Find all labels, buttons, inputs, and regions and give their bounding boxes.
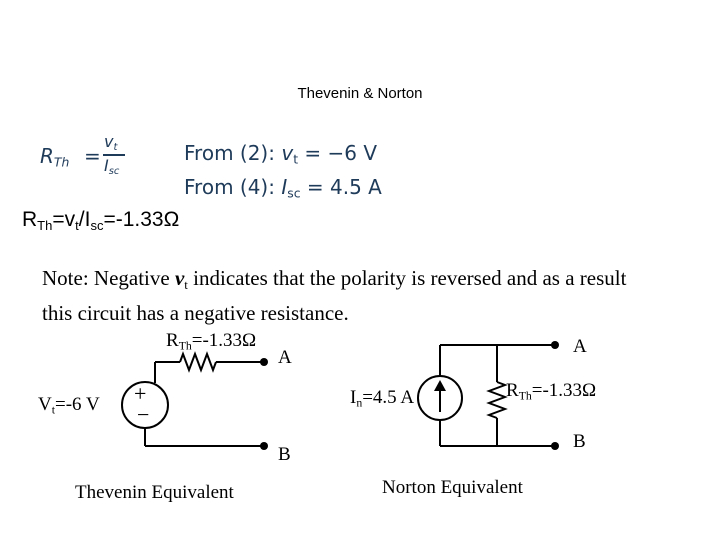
- minus-sign: −: [137, 402, 150, 427]
- plus-sign: +: [134, 381, 147, 406]
- thevenin-caption: Thevenin Equivalent: [75, 482, 234, 503]
- note-prefix: Note: Negative: [42, 266, 175, 290]
- norton-in-label: [350, 387, 414, 411]
- thevenin-rth-value: =-1.33Ω: [191, 330, 257, 351]
- thevenin-node-a: A: [278, 347, 292, 368]
- rth-def-num-sub: t: [113, 141, 118, 153]
- from2-var: v: [281, 141, 294, 165]
- norton-resistor: [489, 382, 505, 418]
- note-suffix: indicates that the polarity is reversed and as a result this circuit has a negative resistance.: [42, 266, 627, 325]
- rth-def-den-sub: sc: [108, 165, 120, 177]
- norton-in-value: =4.5 A: [362, 387, 415, 408]
- rth-result-slash: /I: [78, 208, 91, 231]
- from2-value: = −6 V: [298, 141, 378, 165]
- rth-def-lhs: R: [40, 144, 54, 168]
- rth-def-equals: =: [84, 144, 101, 168]
- rth-result-r-sub: Th: [37, 217, 53, 233]
- from4-value: = 4.5 A: [300, 175, 382, 199]
- rth-result-value: =-1.33Ω: [103, 208, 180, 231]
- rth-result-mid-sub: t: [75, 217, 79, 233]
- norton-node-b: B: [573, 431, 586, 452]
- thevenin-rth-sub: Th: [178, 339, 192, 353]
- norton-node-a: A: [573, 336, 587, 357]
- thevenin-node-b: B: [278, 444, 291, 465]
- thevenin-vt-v: V: [38, 394, 52, 415]
- page-title: Thevenin & Norton: [297, 85, 423, 102]
- thevenin-vt-value: =-6 V: [55, 394, 100, 415]
- norton-terminal-b: [551, 442, 559, 450]
- from2-sub: t: [293, 151, 299, 167]
- thevenin-rth-r: R: [166, 330, 179, 351]
- norton-caption: Norton Equivalent: [382, 477, 523, 498]
- rth-def-lhs-sub: Th: [53, 154, 70, 170]
- current-arrow-icon: [434, 380, 446, 391]
- thevenin-vt-sub: t: [51, 403, 56, 417]
- note-var-sub: t: [184, 276, 188, 292]
- from4-var: I: [281, 175, 288, 199]
- from4-sub: sc: [287, 185, 301, 201]
- thevenin-terminal-a: [260, 358, 268, 366]
- from2-prefix: From (2):: [184, 141, 282, 165]
- rth-result-i-sub: sc: [90, 217, 104, 233]
- rth-result-mid: =v: [52, 208, 76, 231]
- thevenin-resistor: [180, 354, 216, 370]
- rth-result-r: R: [22, 208, 38, 231]
- thevenin-rth-label: [166, 330, 256, 354]
- rth-def-num: v: [104, 132, 114, 151]
- note-var: v: [174, 266, 185, 290]
- from4-prefix: From (4):: [184, 175, 282, 199]
- norton-rth-r: R: [506, 380, 519, 401]
- rth-def-den: I: [104, 156, 109, 175]
- norton-in-sub: n: [356, 396, 363, 410]
- norton-terminal-a: [551, 341, 559, 349]
- thevenin-terminal-b: [260, 442, 268, 450]
- thevenin-vt-label: [38, 394, 100, 418]
- norton-in-i: I: [350, 387, 357, 408]
- norton-rth-value: =-1.33Ω: [531, 380, 597, 401]
- norton-rth-sub: Th: [518, 389, 532, 403]
- norton-rth-label: [506, 380, 596, 404]
